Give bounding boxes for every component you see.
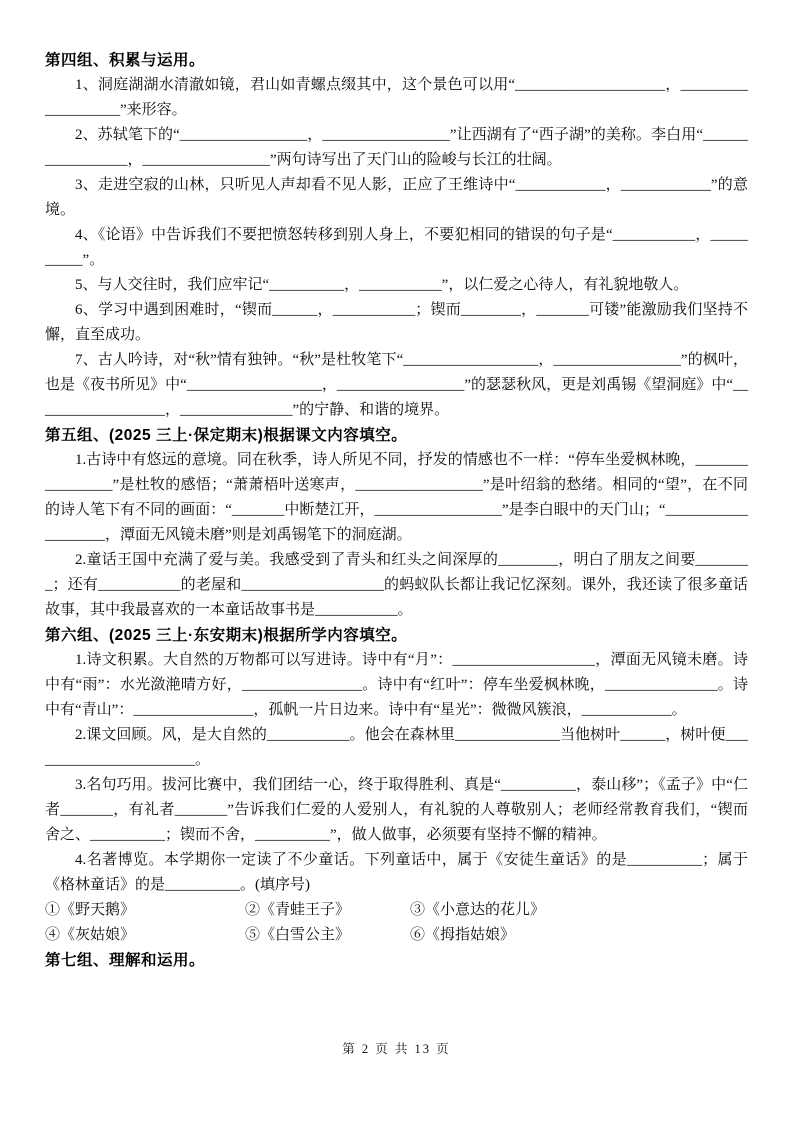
- option-snow-white: ⑤《白雪公主》: [245, 927, 351, 943]
- question-2: 2.童话王国中充满了爱与美。我感受到了青头和红头之间深厚的________，明白了朋友之间要________；还有___________的老屋和___________________的蚂蚁队长都让我记忆深刻。课外，我还读了很多童话故事，其中我最喜欢的一本童话故事书是___________。: [45, 552, 748, 618]
- question-2: 2.课文回顾。风，是大自然的___________。他会在森林里______________当他树叶______，树叶便_______________________。: [45, 727, 748, 768]
- section-dongan-final: [45, 623, 748, 948]
- option-cinderella: ④《灰姑娘》: [45, 927, 136, 943]
- question-6: 6、学习中遇到困难时，“锲而______，___________；锲而________，_______可镂”能激励我们坚持不懈，直至成功。: [45, 302, 748, 343]
- section-baoding-final: [45, 423, 748, 623]
- section-heading: 第七组、理解和运用。: [45, 952, 206, 969]
- section-heading: 第四组、积累与运用。: [45, 52, 206, 69]
- question-5: 5、与人交往时，我们应牢记“__________，___________”，以仁爱之心待人，有礼貌地敬人。: [75, 277, 689, 293]
- section-comprehension-usage: [45, 948, 748, 973]
- question-7: 7、古人吟诗，对“秋”情有独钟。“秋”是杜牧笔下“__________________，_________________”的枫叶，也是《夜书所见》中“__________________，_________________”的瑟瑟秋风，更是刘禹锡《望洞庭》中“__________________，_______________”的宁静、和谐的境界。: [45, 352, 748, 418]
- question-2: 2、苏轼笔下的“_________________，_________________”让西湖有了“西子湖”的美称。李白用“_________________，_________________”两句诗写出了天门山的险峻与长江的壮阔。: [45, 127, 748, 168]
- question-1: 1.古诗中有悠远的意境。同在秋季，诗人所见不同，抒发的情感也不一样：“停车坐爱枫林晚，________________”是杜牧的感悟；“萧萧梧叶送寒声，_________________”是叶绍翁的愁绪。相同的“望”，在不同的诗人笔下有不同的画面：“_______中断楚江开，_________________”是李白眼中的天门山；“___________________，潭面无风镜未磨”则是刘禹锡笔下的洞庭湖。: [45, 452, 748, 543]
- question-3: 3、走进空寂的山林，只听见人声却看不见人影，正应了王维诗中“____________，____________”的意境。: [45, 177, 748, 218]
- section-heading: 第六组、(2025 三上·东安期末)根据所学内容填空。: [45, 627, 408, 644]
- question-4: 4、《论语》中告诉我们不要把愤怒转移到别人身上，不要犯相同的错误的句子是“___________，__________”。: [45, 227, 748, 268]
- option-wild-swans: ①《野天鹅》: [45, 902, 136, 918]
- question-1: 1.诗文积累。大自然的万物都可以写进诗。诗中有“月”：___________________，潭面无风镜未磨。诗中有“雨”：水光潋滟晴方好，________________。诗中有“红叶”：停车坐爱枫林晚，_______________。诗中有“青山”：________________，孤帆一片日边来。诗中有“星光”：微微风簇浪，____________。: [45, 652, 748, 718]
- question-1: 1、洞庭湖湖水清澈如镜，君山如青螺点缀其中，这个景色可以用“____________________，___________________”来形容。: [45, 77, 748, 118]
- question-3: 3.名句巧用。拔河比赛中，我们团结一心，终于取得胜利、真是“__________，泰山移”；《孟子》中“仁者_______，有礼者_______”告诉我们仁爱的人爱别人，有礼貌的人尊敬别人；老师经常教育我们，“锲而舍之、__________；锲而不舍，__________”，做人做事，必须要有坚持不懈的精神。: [45, 777, 748, 843]
- option-frog-prince: ②《青蛙王子》: [245, 902, 351, 918]
- option-thumbelina: ⑥《拇指姑娘》: [410, 927, 516, 943]
- fairy-tale-options-list: [45, 898, 748, 948]
- option-little-idas-flowers: ③《小意达的花儿》: [410, 902, 546, 918]
- page-number-footer: 第 2 页 共 13 页: [342, 1042, 451, 1056]
- section-accumulation-usage: [45, 48, 748, 423]
- question-4: 4.名著博览。本学期你一定读了不少童话。下列童话中，属于《安徒生童话》的是__________；属于《格林童话》的是__________。(填序号): [45, 852, 748, 893]
- section-heading: 第五组、(2025 三上·保定期末)根据课文内容填空。: [45, 427, 408, 444]
